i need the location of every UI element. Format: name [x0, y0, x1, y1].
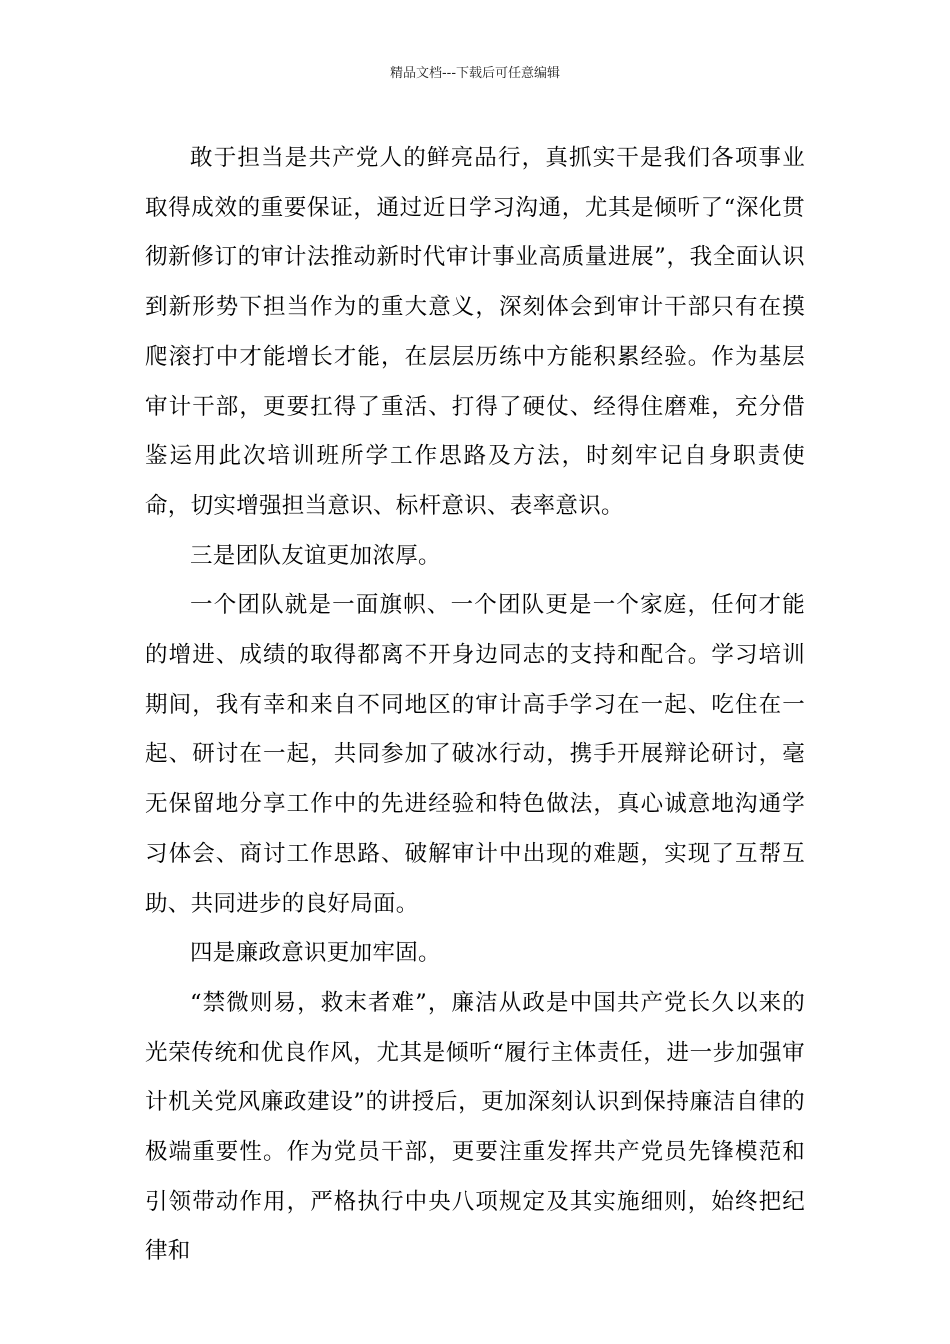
paragraph-integrity: “禁微则易，救末者难”，廉洁从政是中国共产党长久以来的光荣传统和优良作风，尤其是倾听“履行主体责任，进一步加强审计机关党风廉政建设”的讲授后，更加深刻认识到保持廉洁自律的极端重要性。作为党员干部，更要注重发挥共产党员先锋模范和引领带动作用，严格执行中央八项规定及其实施细则，始终把纪律和 — [145, 989, 805, 1265]
page-header: 精品文档---下载后可任意编辑 — [389, 66, 561, 81]
section-heading-team: 三是团队友谊更加浓厚。 — [190, 542, 441, 569]
document-body — [145, 134, 805, 1277]
section-heading-integrity: 四是廉政意识更加牢固。 — [190, 940, 441, 967]
paragraph-responsibility: 敢于担当是共产党人的鲜亮品行，真抓实干是我们各项事业取得成效的重要保证，通过近日学习沟通，尤其是倾听了“深化贯彻新修订的审计法推动新时代审计事业高质量进展”，我全面认识到新形势下担当作为的重大意义，深刻体会到审计干部只有在摸爬滚打中才能增长才能，在层层历练中方能积累经验。作为基层审计干部，更要扛得了重活、打得了硬仗、经得住磨难，充分借鉴运用此次培训班所学工作思路及方法，时刻牢记自身职责使命，切实增强担当意识、标杆意识、表率意识。 — [145, 145, 805, 519]
paragraph-team: 一个团队就是一面旗帜、一个团队更是一个家庭，任何才能的增进、成绩的取得都离不开身边同志的支持和配合。学习培训期间，我有幸和来自不同地区的审计高手学习在一起、吃住在一起、研讨在一起，共同参加了破冰行动，携手开展辩论研讨，毫无保留地分享工作中的先进经验和特色做法，真心诚意地沟通学习体会、商讨工作思路、破解审计中出现的难题，实现了互帮互助、共同进步的良好局面。 — [145, 592, 805, 917]
